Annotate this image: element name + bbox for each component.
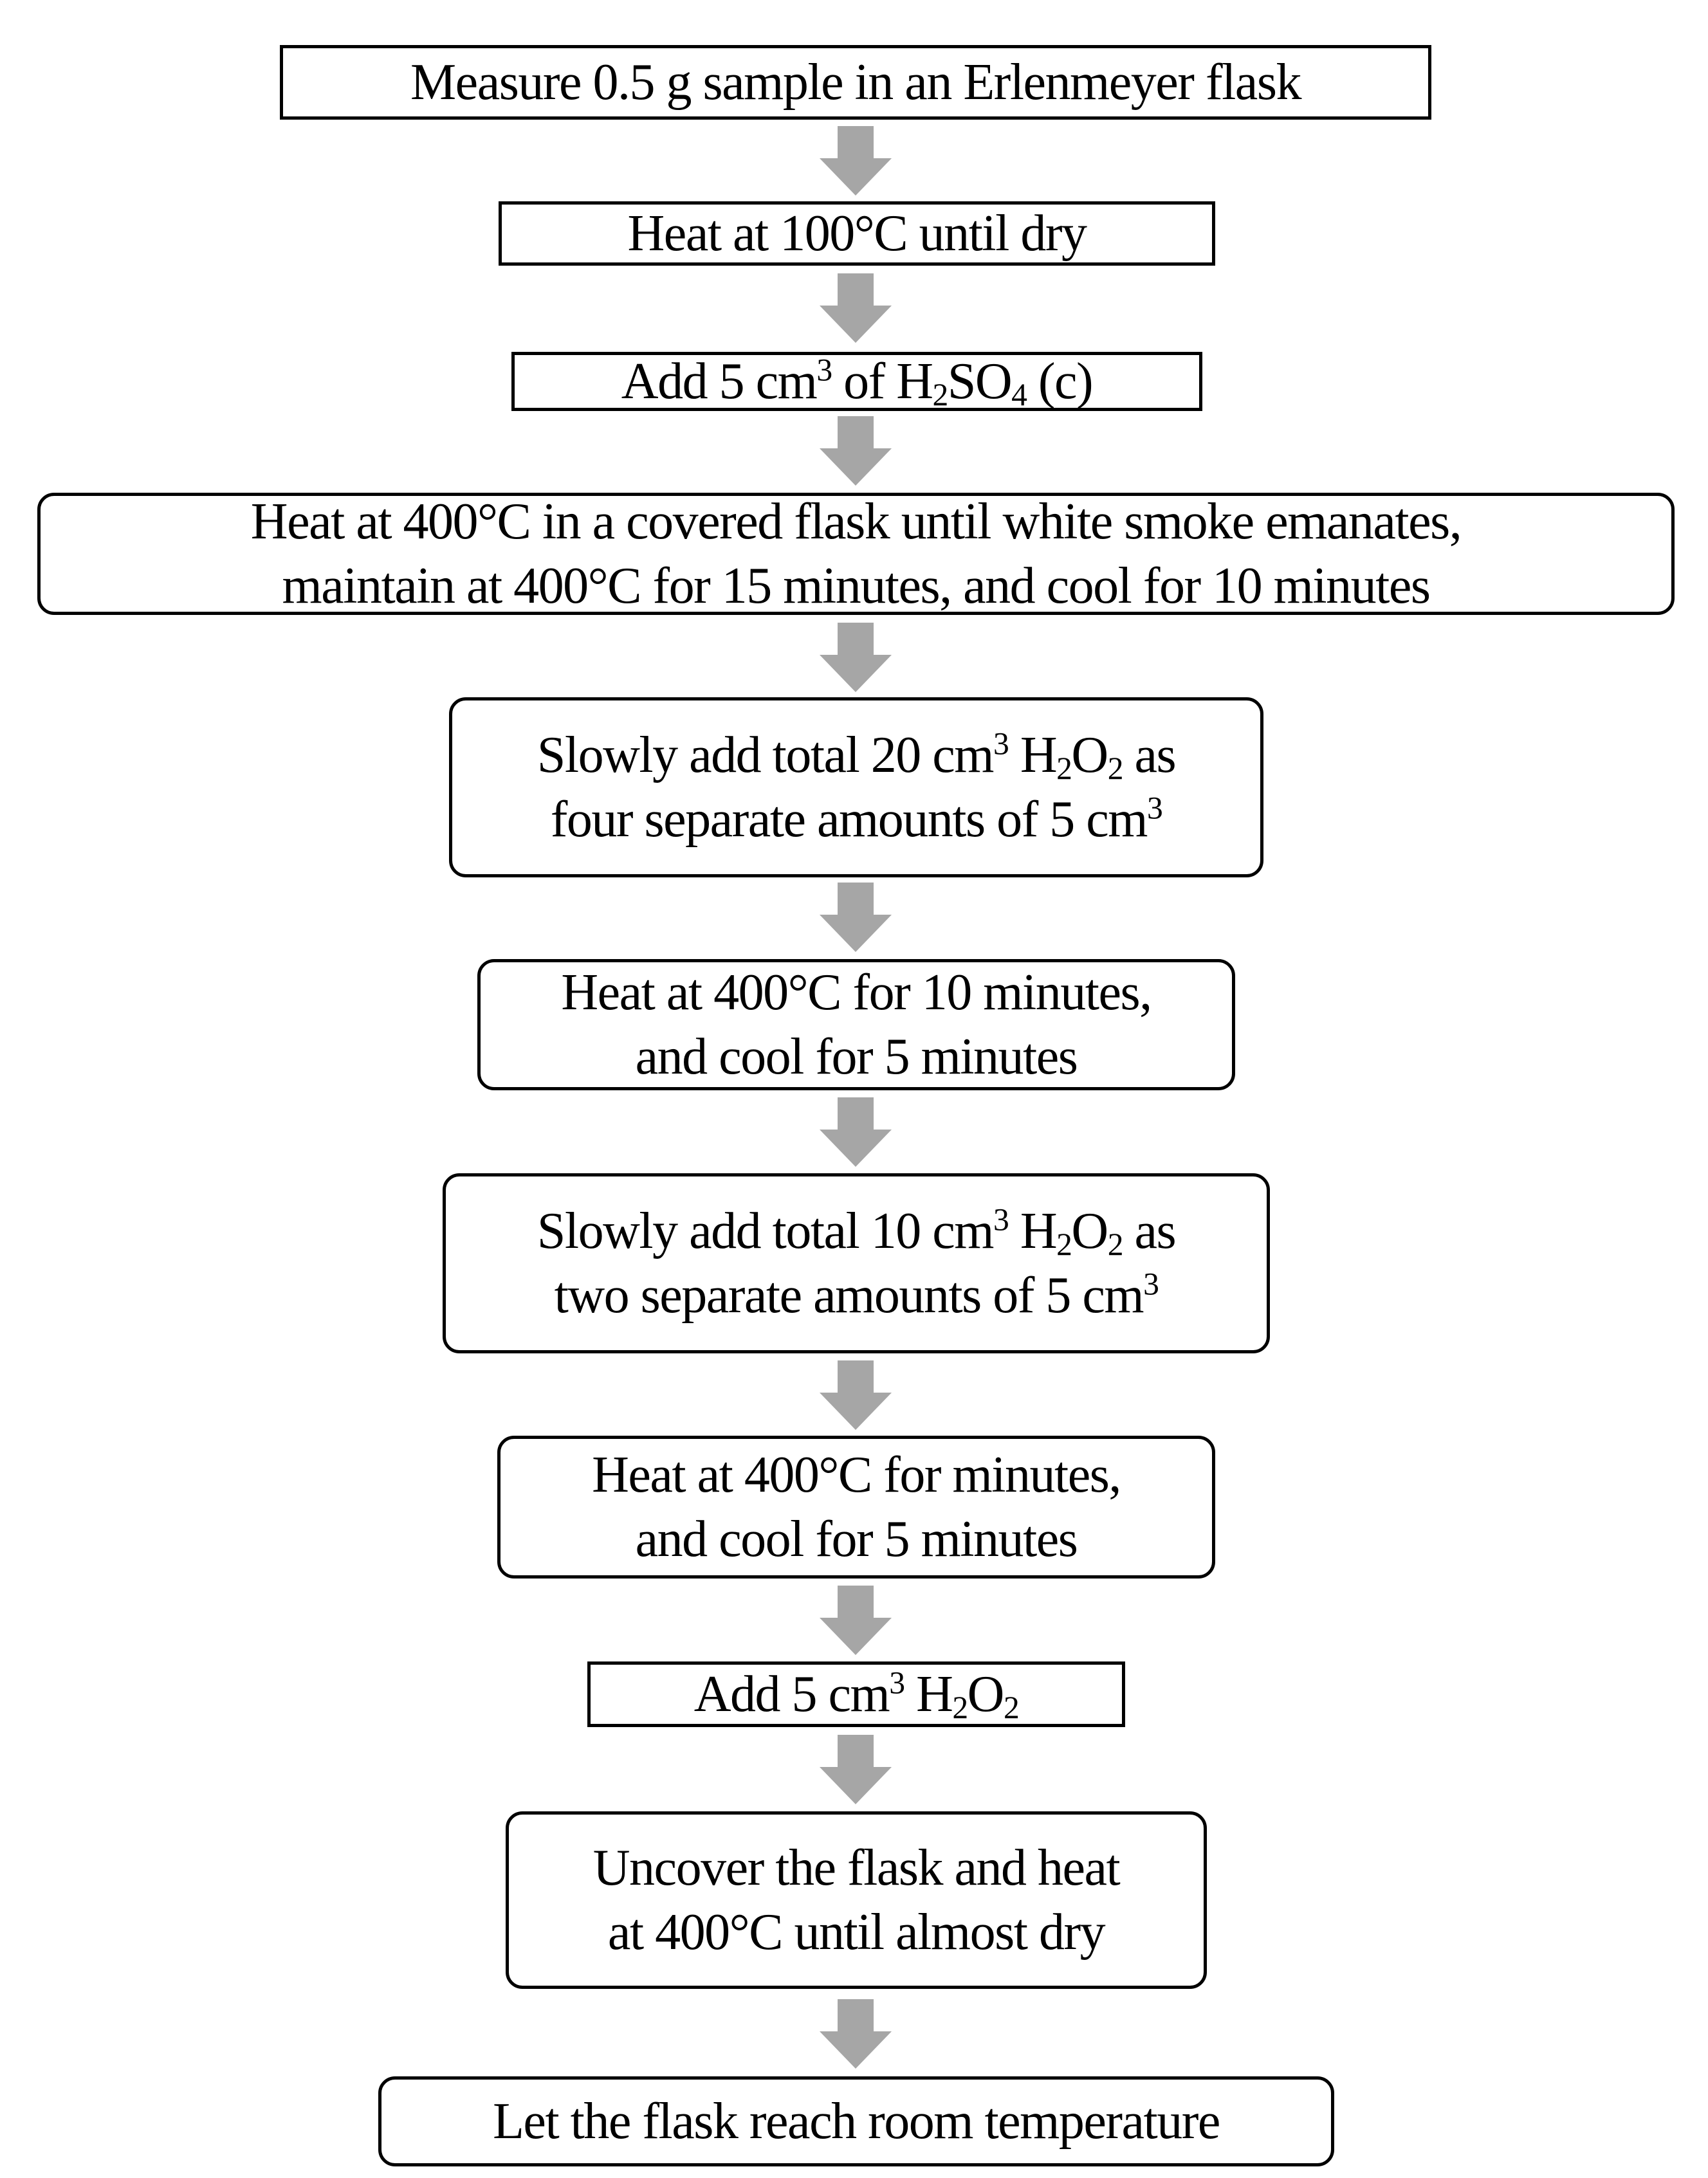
step-9-box (587, 1661, 1125, 1727)
step-7-text-d: as (1122, 1203, 1176, 1259)
step-5-line-1 (537, 723, 1175, 787)
step-2-box (499, 201, 1215, 266)
step-9-text-b: H (904, 1666, 953, 1723)
step-1-box (280, 45, 1431, 120)
step-7-text-e: two separate amounts of 5 cm (554, 1267, 1144, 1324)
down-arrow-icon (820, 623, 892, 692)
subscript-2: 2 (1107, 750, 1123, 786)
step-1-text: Measure 0.5 g sample in an Erlenmeyer flask (410, 54, 1301, 111)
down-arrow-icon (820, 1735, 892, 1804)
step-8-box (497, 1436, 1215, 1579)
down-arrow-icon (820, 273, 892, 343)
step-9-text-c: O (967, 1666, 1004, 1723)
step-3-text-d: (c) (1026, 353, 1093, 410)
superscript-3: 3 (889, 1665, 905, 1701)
superscript-3: 3 (816, 352, 832, 388)
superscript-3: 3 (993, 726, 1009, 762)
step-3-box (511, 352, 1202, 411)
superscript-3: 3 (1143, 1266, 1159, 1302)
step-6-line-2: and cool for 5 minutes (635, 1029, 1078, 1085)
step-7-line-1 (537, 1199, 1175, 1263)
step-4-line-2: maintain at 400°C for 15 minutes, and cool for 10 minutes (282, 558, 1430, 614)
subscript-2: 2 (1107, 1226, 1123, 1262)
down-arrow-icon (820, 883, 892, 952)
step-5-text-a: Slowly add total 20 cm (537, 727, 994, 783)
step-7-text-c: O (1071, 1203, 1108, 1259)
step-10-line-1: Uncover the flask and heat (592, 1840, 1120, 1896)
step-8-line-1: Heat at 400°C for minutes, (592, 1447, 1121, 1503)
down-arrow-icon (820, 126, 892, 196)
step-5-text-d: as (1122, 727, 1176, 783)
down-arrow-icon (820, 416, 892, 486)
subscript-2: 2 (932, 376, 948, 412)
step-4-line-1: Heat at 400°C in a covered flask until white smoke emanates, (250, 493, 1462, 550)
step-5-text-b: H (1008, 727, 1057, 783)
step-3-text-a: Add 5 cm (621, 353, 817, 410)
step-5-text-c: O (1071, 727, 1108, 783)
step-6-box (477, 959, 1235, 1090)
step-7-text-b: H (1008, 1203, 1057, 1259)
step-5-text-e: four separate amounts of 5 cm (550, 791, 1147, 848)
subscript-2: 2 (1056, 750, 1072, 786)
step-11-text: Let the flask reach room temperature (493, 2093, 1220, 2150)
step-3-text (621, 349, 1092, 414)
superscript-3: 3 (993, 1202, 1009, 1238)
step-4-box (37, 493, 1675, 615)
subscript-4: 4 (1011, 376, 1027, 412)
step-11-box (378, 2076, 1334, 2166)
step-5-box (449, 697, 1263, 877)
step-3-text-c: SO (947, 353, 1012, 410)
step-10-box (506, 1811, 1207, 1989)
step-8-line-2: and cool for 5 minutes (635, 1511, 1078, 1568)
subscript-2: 2 (1056, 1226, 1072, 1262)
subscript-2: 2 (952, 1689, 968, 1725)
step-7-line-2 (555, 1263, 1159, 1328)
step-2-text: Heat at 100°C until dry (627, 205, 1087, 262)
down-arrow-icon (820, 1999, 892, 2069)
down-arrow-icon (820, 1586, 892, 1655)
superscript-3: 3 (1146, 790, 1162, 826)
step-6-line-1: Heat at 400°C for 10 minutes, (561, 964, 1152, 1021)
step-9-text-a: Add 5 cm (693, 1666, 890, 1723)
subscript-2: 2 (1003, 1689, 1019, 1725)
step-3-text-b: of H (831, 353, 933, 410)
down-arrow-icon (820, 1360, 892, 1430)
down-arrow-icon (820, 1097, 892, 1167)
step-7-text-a: Slowly add total 10 cm (537, 1203, 994, 1259)
step-10-line-2: at 400°C until almost dry (607, 1904, 1105, 1961)
step-5-line-2 (551, 787, 1162, 852)
step-7-box (443, 1173, 1270, 1353)
step-9-text (694, 1662, 1018, 1726)
